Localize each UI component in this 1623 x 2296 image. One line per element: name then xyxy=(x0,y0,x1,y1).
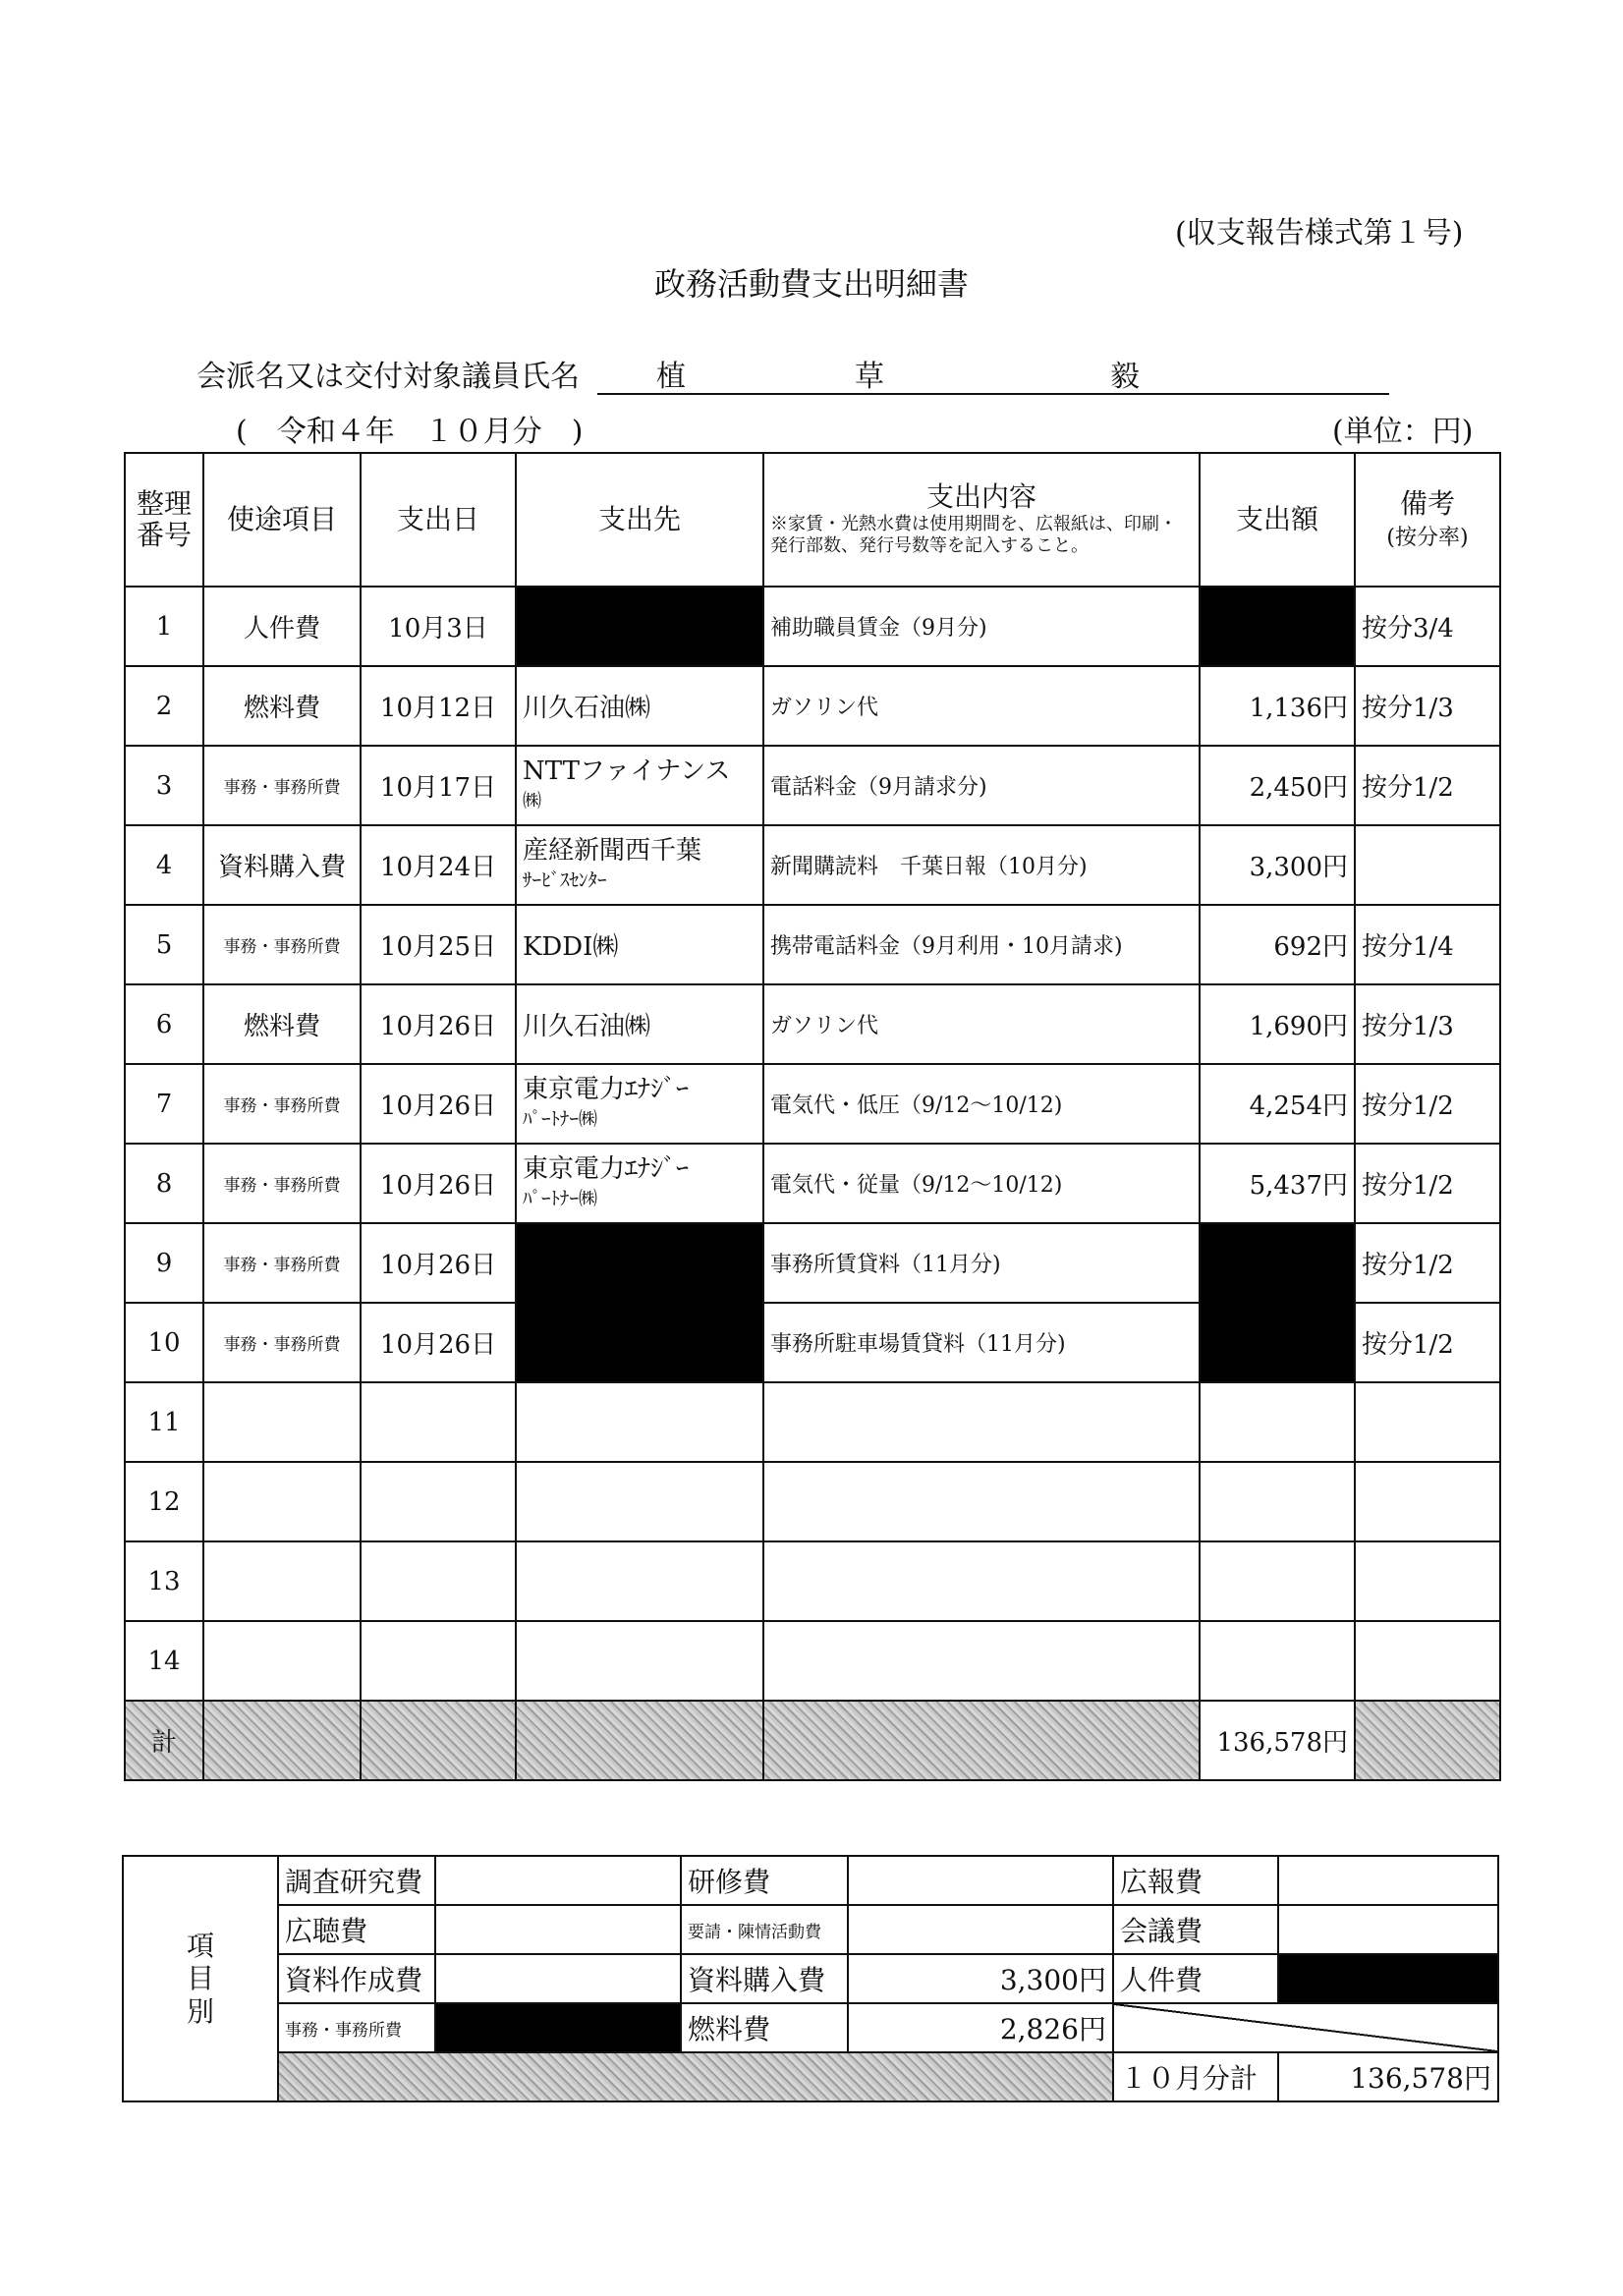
member-name-part: 植 xyxy=(656,360,686,394)
summary-label: 資料作成費 xyxy=(278,1954,435,2003)
summary-row xyxy=(123,1905,1498,1954)
empty-cell xyxy=(1355,1462,1500,1541)
header-amount: 支出額 xyxy=(1200,453,1355,587)
summary-label: 燃料費 xyxy=(681,2003,848,2052)
row-content: 事務所駐車場賃貸料（11月分) xyxy=(763,1303,1200,1382)
row-amount: 2,450円 xyxy=(1200,746,1355,825)
row-payee-line2: ｻｰﾋﾞｽｾﾝﾀｰ xyxy=(523,868,607,891)
empty-cell xyxy=(1200,1382,1355,1462)
empty-cell xyxy=(516,1541,763,1621)
empty-cell xyxy=(1355,1382,1500,1462)
row-category: 事務・事務所費 xyxy=(203,1064,361,1144)
row-amount: 5,437円 xyxy=(1200,1144,1355,1223)
row-content: ガソリン代 xyxy=(763,984,1200,1064)
redacted-value xyxy=(1278,1954,1498,2003)
row-date: 10月26日 xyxy=(361,1064,516,1144)
summary-value xyxy=(1278,1856,1498,1905)
empty-cell xyxy=(203,1462,361,1541)
header-row xyxy=(125,453,1500,587)
row-category: 事務・事務所費 xyxy=(203,1223,361,1303)
table-row-empty xyxy=(125,1621,1500,1701)
row-remarks: 按分1/3 xyxy=(1355,984,1500,1064)
row-no: 10 xyxy=(125,1303,203,1382)
empty-cell xyxy=(1200,1621,1355,1701)
row-date: 10月26日 xyxy=(361,1144,516,1223)
row-payee: 川久石油㈱ xyxy=(516,984,763,1064)
empty-cell xyxy=(1355,1541,1500,1621)
empty-cell xyxy=(1200,1541,1355,1621)
table-row xyxy=(125,1064,1500,1144)
header-remarks-sub: (按分率) xyxy=(1386,526,1469,550)
header-content-title: 支出内容 xyxy=(925,480,1036,514)
row-payee-line2: ﾊﾟｰﾄﾅｰ㈱ xyxy=(523,1107,598,1130)
header-no-text: 整理 番号 xyxy=(136,486,192,551)
category-summary-table xyxy=(122,1855,1499,2102)
row-no: 3 xyxy=(125,746,203,825)
summary-value xyxy=(435,1905,681,1954)
redacted-amount xyxy=(1200,587,1355,666)
report-period: ( 令和４年 １０月分 ) xyxy=(236,415,584,449)
row-payee xyxy=(516,1064,763,1144)
member-name-line xyxy=(597,352,1389,395)
row-no: 11 xyxy=(125,1382,203,1462)
row-payee: KDDI㈱ xyxy=(516,905,763,984)
empty-cell xyxy=(516,1382,763,1462)
member-label: 会派名又は交付対象議員氏名 xyxy=(196,360,580,394)
summary-label: 事務・事務所費 xyxy=(278,2003,435,2052)
row-category: 燃料費 xyxy=(203,984,361,1064)
row-category: 資料購入費 xyxy=(203,825,361,905)
row-date: 10月3日 xyxy=(361,587,516,666)
row-payee-line2: ㈱ xyxy=(523,789,542,812)
redacted-amount xyxy=(1200,1223,1355,1382)
row-content: 新聞購読料 千葉日報（10月分) xyxy=(763,825,1200,905)
row-category: 人件費 xyxy=(203,587,361,666)
empty-cell xyxy=(763,1382,1200,1462)
row-remarks: 按分1/4 xyxy=(1355,905,1500,984)
row-content: ガソリン代 xyxy=(763,666,1200,746)
summary-label: 会議費 xyxy=(1113,1905,1278,1954)
header-remarks xyxy=(1355,453,1500,587)
month-total-value: 136,578円 xyxy=(1278,2052,1498,2101)
row-date: 10月24日 xyxy=(361,825,516,905)
summary-side-label-text: 項 目 別 xyxy=(186,1929,214,2028)
document-title: 政務活動費支出明細書 xyxy=(653,265,969,303)
empty-cell xyxy=(1355,1621,1500,1701)
summary-value xyxy=(1278,1905,1498,1954)
header-category: 使途項目 xyxy=(203,453,361,587)
row-content: 携帯電話料金（9月利用・10月請求) xyxy=(763,905,1200,984)
summary-label: 人件費 xyxy=(1113,1954,1278,2003)
table-row xyxy=(125,587,1500,666)
empty-cell xyxy=(361,1382,516,1462)
row-date: 10月26日 xyxy=(361,1223,516,1303)
shaded-cell xyxy=(763,1701,1200,1780)
row-no: 13 xyxy=(125,1541,203,1621)
row-date: 10月25日 xyxy=(361,905,516,984)
row-remarks: 按分1/2 xyxy=(1355,746,1500,825)
table-row xyxy=(125,1144,1500,1223)
row-no: 7 xyxy=(125,1064,203,1144)
summary-value xyxy=(435,1856,681,1905)
form-number: (収支報告様式第１号) xyxy=(1175,216,1464,251)
redacted-payee xyxy=(516,587,763,666)
shaded-cell xyxy=(203,1701,361,1780)
row-content: 電気代・低圧（9/12～10/12) xyxy=(763,1064,1200,1144)
row-remarks: 按分1/2 xyxy=(1355,1144,1500,1223)
row-remarks: 按分1/2 xyxy=(1355,1303,1500,1382)
table-row-empty xyxy=(125,1541,1500,1621)
summary-label: 広報費 xyxy=(1113,1856,1278,1905)
table-row xyxy=(125,905,1500,984)
total-amount: 136,578円 xyxy=(1200,1701,1355,1780)
row-amount: 1,690円 xyxy=(1200,984,1355,1064)
empty-cell xyxy=(361,1621,516,1701)
empty-cell xyxy=(516,1621,763,1701)
header-date: 支出日 xyxy=(361,453,516,587)
unit-label: (単位：円) xyxy=(1332,415,1474,449)
summary-row xyxy=(123,2052,1498,2101)
row-payee-line1: NTTファイナンス xyxy=(523,756,731,787)
empty-cell xyxy=(1200,1462,1355,1541)
row-amount: 1,136円 xyxy=(1200,666,1355,746)
empty-cell xyxy=(203,1621,361,1701)
empty-cell xyxy=(763,1621,1200,1701)
redacted-payee xyxy=(516,1223,763,1382)
row-date: 10月26日 xyxy=(361,984,516,1064)
empty-cell xyxy=(516,1462,763,1541)
month-total-label: １０月分計 xyxy=(1113,2052,1278,2101)
empty-cell xyxy=(763,1462,1200,1541)
row-payee-line2: ﾊﾟｰﾄﾅｰ㈱ xyxy=(523,1187,598,1209)
summary-row xyxy=(123,1856,1498,1905)
row-category: 事務・事務所費 xyxy=(203,1303,361,1382)
total-row xyxy=(125,1701,1500,1780)
member-name-part: 草 xyxy=(855,360,884,394)
row-payee-line1: 東京電力ｴﾅｼﾞｰ xyxy=(523,1154,690,1185)
shaded-cell xyxy=(278,2052,1113,2101)
shaded-cell xyxy=(1355,1701,1500,1780)
row-amount: 4,254円 xyxy=(1200,1064,1355,1144)
summary-row xyxy=(123,2003,1498,2052)
summary-value xyxy=(848,1905,1113,1954)
empty-cell xyxy=(361,1462,516,1541)
row-no: 1 xyxy=(125,587,203,666)
table-row xyxy=(125,746,1500,825)
row-no: 12 xyxy=(125,1462,203,1541)
header-remarks-title: 備考 xyxy=(1399,486,1455,520)
summary-value: 2,826円 xyxy=(848,2003,1113,2052)
row-payee-line1: 産経新聞西千葉 xyxy=(523,836,702,867)
total-label: 計 xyxy=(125,1701,203,1780)
table-row-empty xyxy=(125,1382,1500,1462)
row-payee xyxy=(516,746,763,825)
row-payee: 川久石油㈱ xyxy=(516,666,763,746)
member-name-part: 毅 xyxy=(1110,360,1140,394)
row-date: 10月26日 xyxy=(361,1303,516,1382)
row-category: 事務・事務所費 xyxy=(203,1144,361,1223)
summary-side-label xyxy=(123,1856,278,2101)
row-payee xyxy=(516,1144,763,1223)
row-remarks: 按分1/2 xyxy=(1355,1223,1500,1303)
summary-label: 資料購入費 xyxy=(681,1954,848,2003)
row-no: 4 xyxy=(125,825,203,905)
empty-cell xyxy=(203,1541,361,1621)
row-no: 2 xyxy=(125,666,203,746)
summary-label: 調査研究費 xyxy=(278,1856,435,1905)
shaded-cell xyxy=(361,1701,516,1780)
row-content: 事務所賃貸料（11月分) xyxy=(763,1223,1200,1303)
row-remarks: 按分1/2 xyxy=(1355,1064,1500,1144)
summary-value xyxy=(435,1954,681,2003)
header-content xyxy=(763,453,1200,587)
row-payee xyxy=(516,825,763,905)
row-category: 燃料費 xyxy=(203,666,361,746)
table-row xyxy=(125,984,1500,1064)
redacted-value xyxy=(435,2003,681,2052)
header-payee: 支出先 xyxy=(516,453,763,587)
row-category: 事務・事務所費 xyxy=(203,746,361,825)
row-no: 9 xyxy=(125,1223,203,1303)
summary-value: 3,300円 xyxy=(848,1954,1113,2003)
header-content-note: ※家賃・光熱水費は使用期間を、広報紙は、印刷・発行部数、発行号数等を記入すること。 xyxy=(770,513,1177,557)
row-content: 電気代・従量（9/12～10/12) xyxy=(763,1144,1200,1223)
table-row xyxy=(125,1223,1500,1303)
row-amount: 692円 xyxy=(1200,905,1355,984)
row-no: 14 xyxy=(125,1621,203,1701)
summary-row xyxy=(123,1954,1498,2003)
row-remarks xyxy=(1355,825,1500,905)
row-date: 10月12日 xyxy=(361,666,516,746)
header-no xyxy=(125,453,203,587)
summary-label: 要請・陳情活動費 xyxy=(681,1905,848,1954)
row-remarks: 按分1/3 xyxy=(1355,666,1500,746)
summary-label: 広聴費 xyxy=(278,1905,435,1954)
row-content: 補助職員賃金（9月分) xyxy=(763,587,1200,666)
row-no: 6 xyxy=(125,984,203,1064)
table-row xyxy=(125,825,1500,905)
shaded-cell xyxy=(516,1701,763,1780)
row-category: 事務・事務所費 xyxy=(203,905,361,984)
row-date: 10月17日 xyxy=(361,746,516,825)
expenditure-table xyxy=(124,452,1501,1781)
row-amount: 3,300円 xyxy=(1200,825,1355,905)
summary-value xyxy=(848,1856,1113,1905)
empty-cell xyxy=(361,1541,516,1621)
row-content: 電話料金（9月請求分) xyxy=(763,746,1200,825)
empty-cell xyxy=(763,1541,1200,1621)
row-remarks: 按分3/4 xyxy=(1355,587,1500,666)
diagonal-cell xyxy=(1113,2003,1498,2052)
table-row-empty xyxy=(125,1462,1500,1541)
empty-cell xyxy=(203,1382,361,1462)
row-no: 5 xyxy=(125,905,203,984)
table-row xyxy=(125,666,1500,746)
summary-label: 研修費 xyxy=(681,1856,848,1905)
row-no: 8 xyxy=(125,1144,203,1223)
row-payee-line1: 東京電力ｴﾅｼﾞｰ xyxy=(523,1075,690,1105)
